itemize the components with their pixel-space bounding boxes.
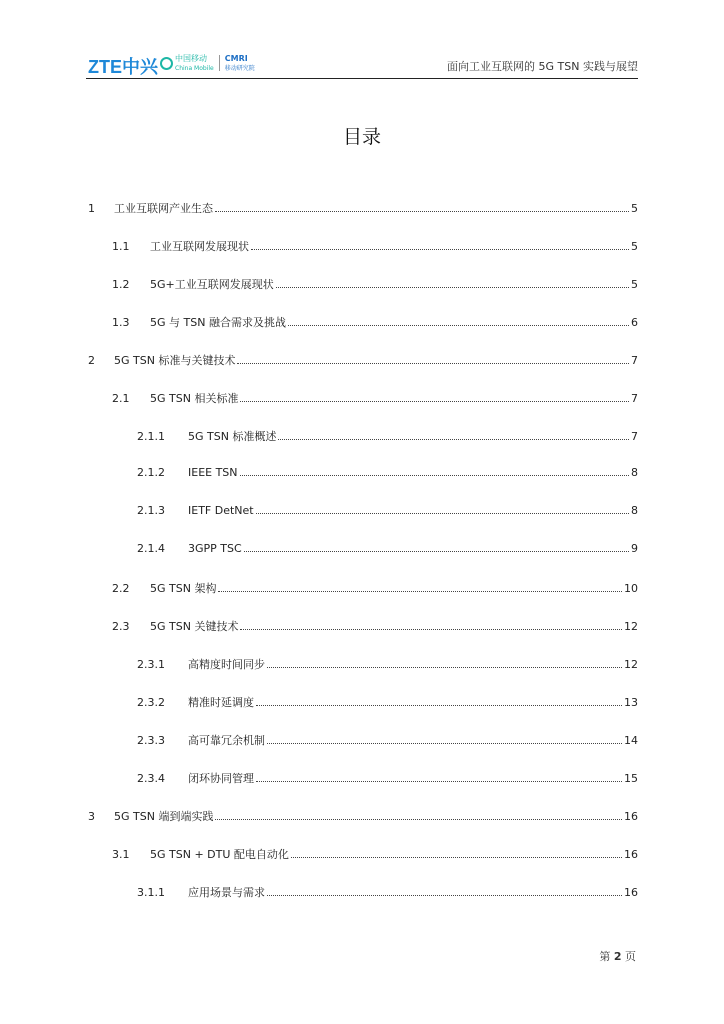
toc-entry[interactable]	[137, 656, 638, 674]
toc-entry[interactable]	[137, 542, 638, 560]
toc-entry-page: 5	[631, 278, 638, 291]
toc-entry-number: 2.1.3	[137, 504, 165, 517]
toc-entry-title: 高可靠冗余机制	[188, 734, 265, 747]
toc-entry[interactable]	[88, 808, 638, 826]
toc-dot-leader	[291, 857, 622, 858]
toc-entry-number: 1.1	[112, 240, 130, 253]
china-mobile-logo-text: 中国移动 China Mobile	[175, 53, 214, 72]
toc-dot-leader	[240, 629, 622, 630]
toc-entry[interactable]	[88, 200, 638, 218]
page-number: 第 2 页	[599, 950, 636, 963]
toc-entry[interactable]	[137, 504, 638, 522]
toc-entry-title: 5G TSN 架构	[150, 582, 217, 595]
toc-dot-leader	[244, 551, 629, 552]
logo-divider	[219, 55, 220, 71]
toc-entry-title: 5G 与 TSN 融合需求及挑战	[150, 316, 286, 329]
toc-entry-page: 7	[631, 354, 638, 367]
toc-entry-number: 2.3.3	[137, 734, 165, 747]
toc-dot-leader	[267, 667, 622, 668]
toc-entry-number: 2.3.1	[137, 658, 165, 671]
toc-dot-leader	[276, 287, 629, 288]
toc-entry[interactable]	[137, 466, 638, 484]
toc-entry-title: 精准时延调度	[188, 696, 254, 709]
toc-entry-title: 工业互联网发展现状	[150, 240, 249, 253]
toc-entry[interactable]	[88, 352, 638, 370]
toc-dot-leader	[215, 819, 622, 820]
toc-entry-page: 15	[624, 772, 638, 785]
toc-entry-title: 5G TSN 关键技术	[150, 620, 239, 633]
toc-entry-number: 2.1.1	[137, 430, 165, 443]
toc-entry-page: 12	[624, 658, 638, 671]
toc-entry-number: 2.3.4	[137, 772, 165, 785]
toc-entry-number: 3	[88, 810, 95, 823]
toc-entry-number: 3.1.1	[137, 886, 165, 899]
toc-entry-page: 9	[631, 542, 638, 555]
page-title: 目录	[342, 126, 381, 148]
toc-entry-page: 12	[624, 620, 638, 633]
toc-dot-leader	[240, 475, 629, 476]
toc-entry-page: 16	[624, 810, 638, 823]
toc-entry-number: 2.1.4	[137, 542, 165, 555]
toc-entry[interactable]	[112, 390, 638, 408]
toc-dot-leader	[256, 781, 622, 782]
toc-entry-title: 5G TSN 标准概述	[188, 430, 277, 443]
toc-entry-title: IEEE TSN	[188, 466, 238, 479]
toc-entry-number: 2.3.2	[137, 696, 165, 709]
toc-entry-page: 7	[631, 392, 638, 405]
toc-entry[interactable]	[137, 428, 638, 446]
toc-dot-leader	[288, 325, 629, 326]
toc-dot-leader	[237, 363, 629, 364]
toc-entry-title: 5G+工业互联网发展现状	[150, 278, 274, 291]
toc-entry-number: 2	[88, 354, 95, 367]
toc-dot-leader	[256, 513, 629, 514]
toc-entry-title: 3GPP TSC	[188, 542, 242, 555]
toc-entry-page: 8	[631, 466, 638, 479]
toc-entry-page: 5	[631, 240, 638, 253]
toc-entry-page: 16	[624, 886, 638, 899]
toc-entry[interactable]	[137, 732, 638, 750]
toc-entry[interactable]	[112, 238, 638, 256]
partner-logos	[160, 54, 255, 72]
toc-entry-number: 3.1	[112, 848, 130, 861]
cmri-logo: CMRI 移动研究院	[224, 53, 255, 72]
toc-dot-leader	[267, 743, 622, 744]
toc-entry-title: IETF DetNet	[188, 504, 254, 517]
toc-entry-page: 10	[624, 582, 638, 595]
document-title: 面向工业互联网的 5G TSN 实践与展望	[447, 60, 638, 73]
toc-dot-leader	[218, 591, 622, 592]
toc-entry-number: 1.2	[112, 278, 130, 291]
toc-entry-page: 7	[631, 430, 638, 443]
toc-dot-leader	[240, 401, 629, 402]
toc-entry-number: 2.2	[112, 582, 130, 595]
toc-entry-title: 5G TSN 端到端实践	[114, 810, 214, 823]
toc-entry-title: 高精度时间同步	[188, 658, 265, 671]
toc-entry-title: 工业互联网产业生态	[114, 202, 213, 215]
toc-entry-page: 16	[624, 848, 638, 861]
toc-dot-leader	[251, 249, 629, 250]
toc-entry-number: 1.3	[112, 316, 130, 329]
toc-entry[interactable]	[112, 580, 638, 598]
toc-dot-leader	[267, 895, 622, 896]
zte-logo: ZTE中兴	[88, 57, 158, 77]
toc-entry[interactable]	[112, 846, 638, 864]
toc-entry-number: 2.1.2	[137, 466, 165, 479]
toc-entry-page: 6	[631, 316, 638, 329]
toc-entry[interactable]	[112, 618, 638, 636]
toc-entry-page: 5	[631, 202, 638, 215]
toc-entry-number: 2.1	[112, 392, 130, 405]
toc-entry-number: 2.3	[112, 620, 130, 633]
toc-entry[interactable]	[137, 770, 638, 788]
page-header	[86, 50, 638, 79]
toc-dot-leader	[278, 439, 629, 440]
toc-entry-title: 应用场景与需求	[188, 886, 265, 899]
toc-entry-title: 5G TSN 标准与关键技术	[114, 354, 236, 367]
toc-entry[interactable]	[112, 276, 638, 294]
toc-dot-leader	[256, 705, 622, 706]
toc-entry-page: 8	[631, 504, 638, 517]
toc-dot-leader	[215, 211, 629, 212]
toc-entry-page: 14	[624, 734, 638, 747]
china-mobile-logo-icon	[160, 57, 173, 70]
toc-entry-title: 闭环协同管理	[188, 772, 254, 785]
toc-entry[interactable]	[137, 694, 638, 712]
toc-entry-title: 5G TSN + DTU 配电自动化	[150, 848, 289, 861]
toc-entry-title: 5G TSN 相关标准	[150, 392, 239, 405]
toc-entry[interactable]	[137, 884, 638, 902]
toc-entry-page: 13	[624, 696, 638, 709]
toc-entry[interactable]	[112, 314, 638, 332]
toc-entry-number: 1	[88, 202, 95, 215]
